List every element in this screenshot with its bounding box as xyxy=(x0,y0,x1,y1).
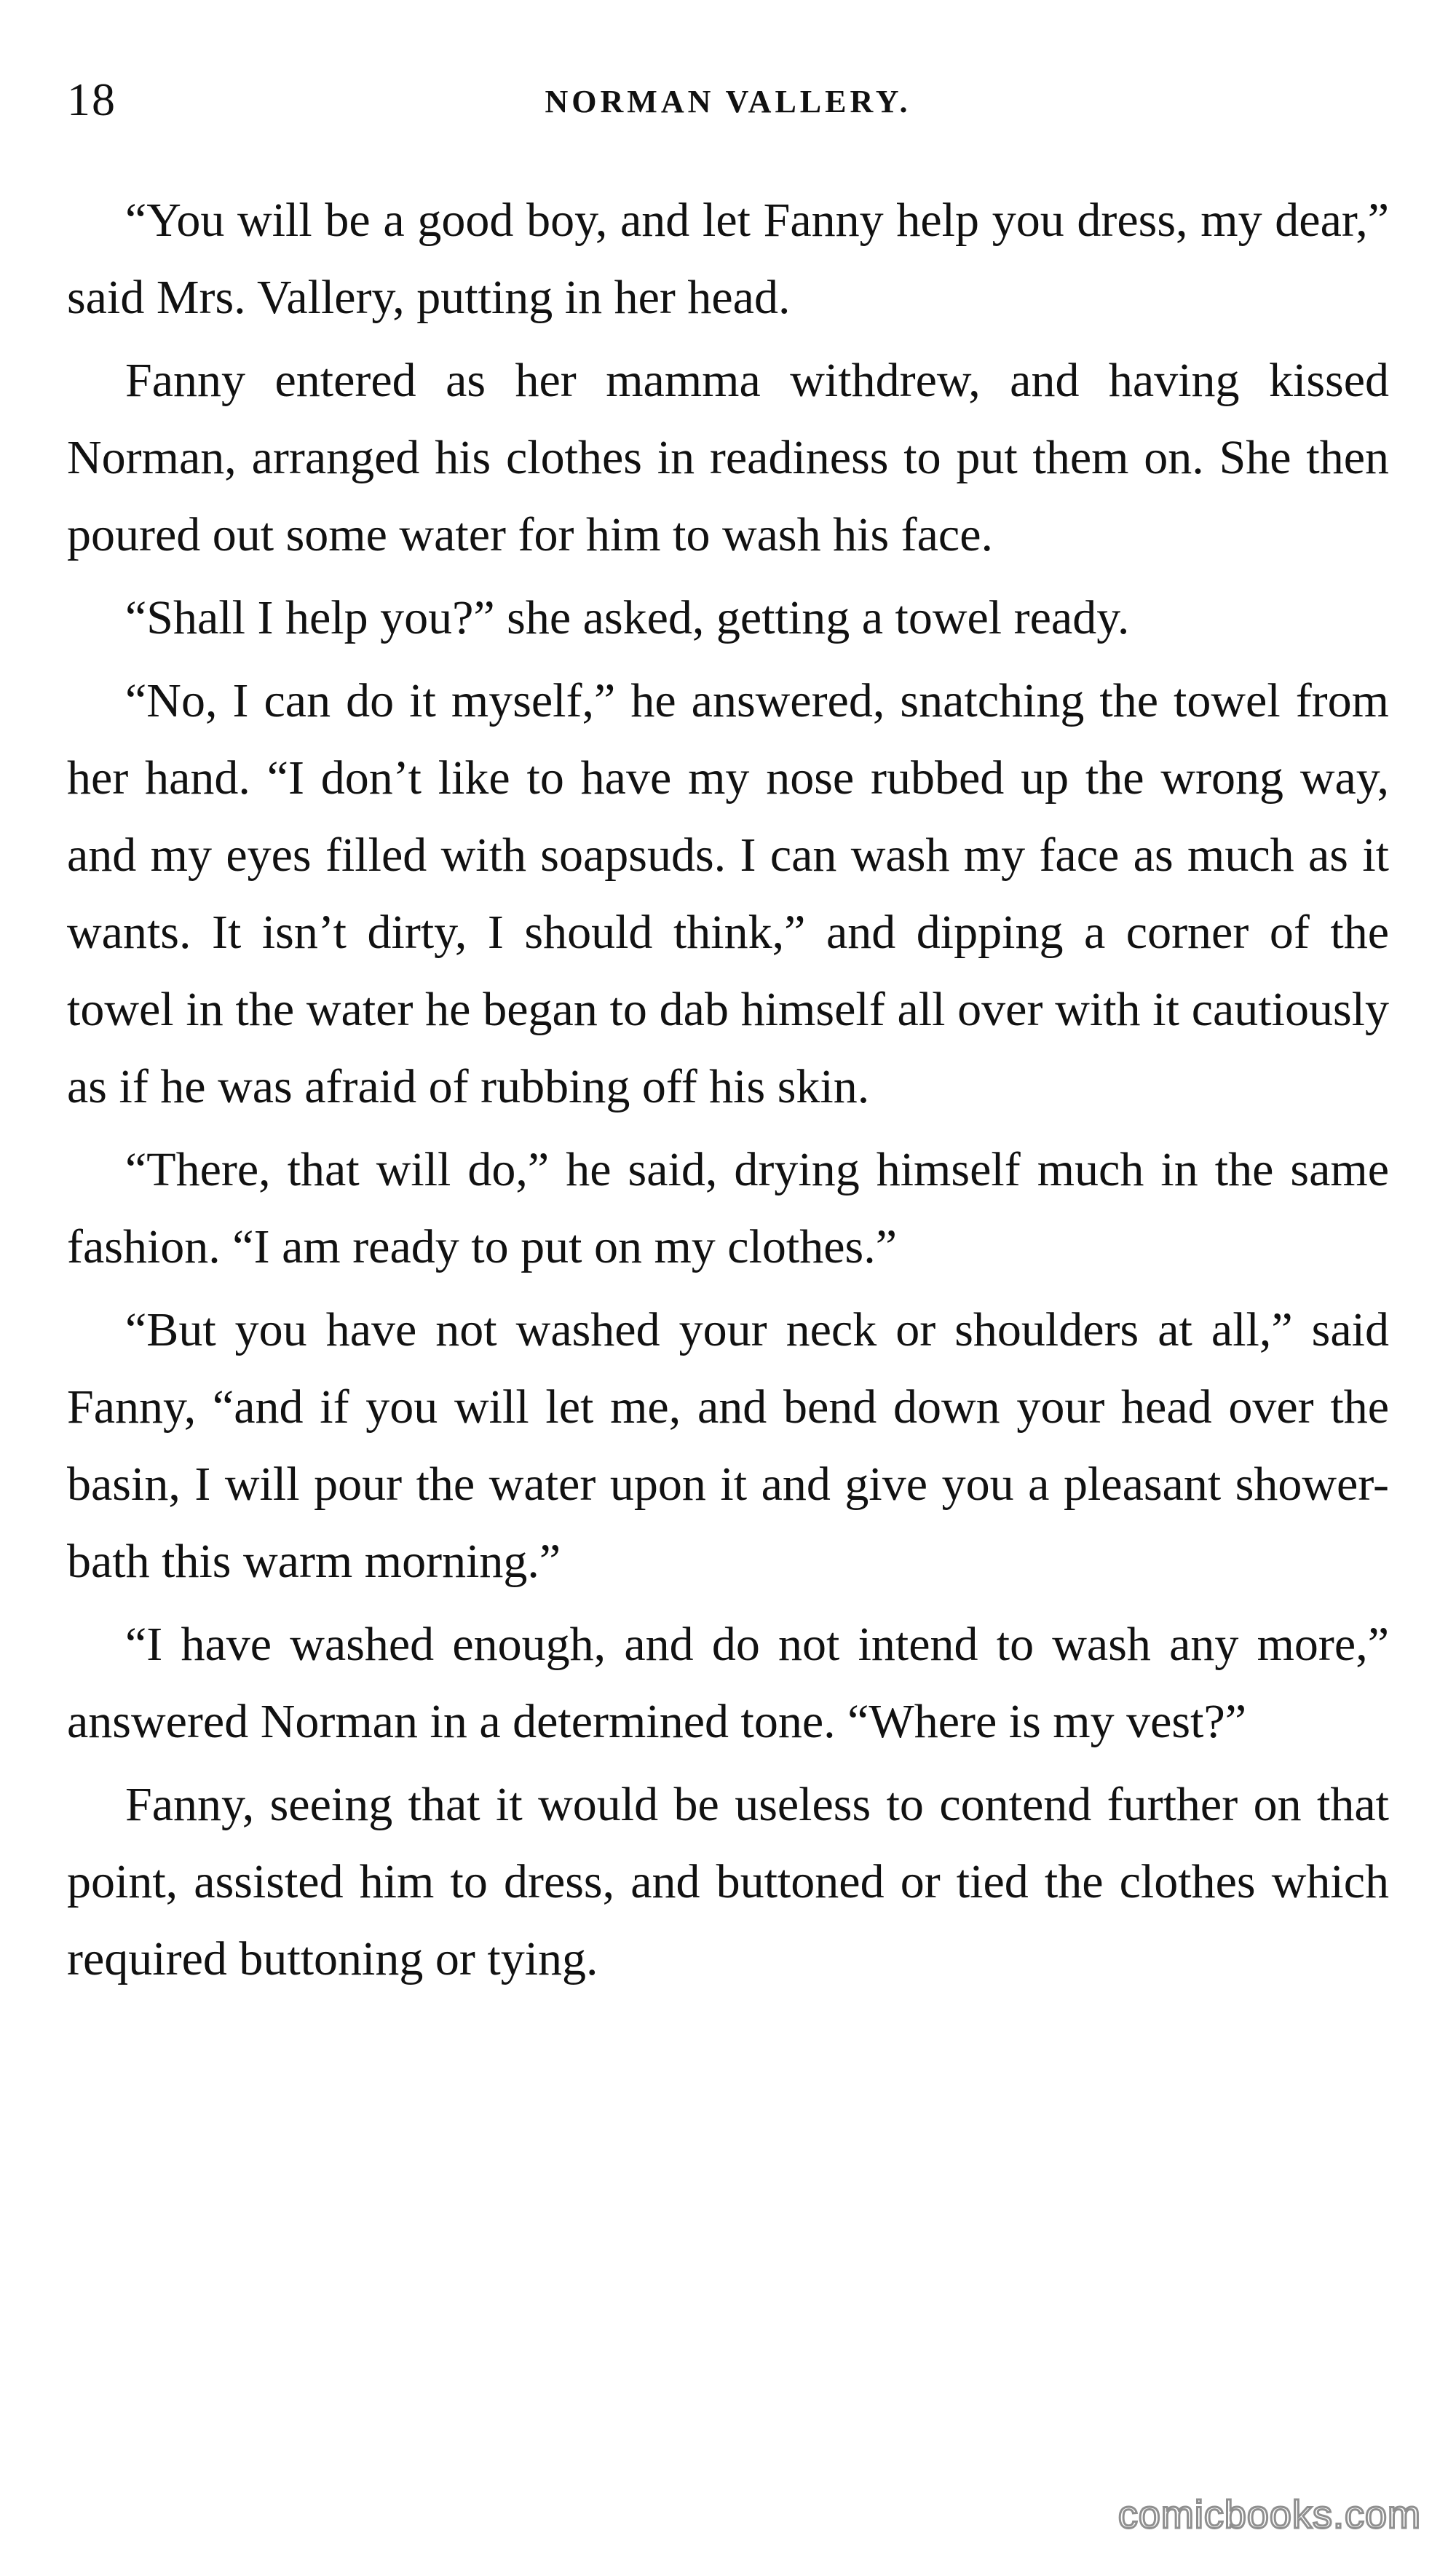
page-number: 18 xyxy=(67,74,116,125)
paragraph: “I have washed enough, and do not intend to wash any more,” answered Norman in a determined tone. “Where is my vest?” xyxy=(67,1618,1389,1748)
running-header xyxy=(67,67,1389,133)
paragraph: “You will be a good boy, and let Fanny help you dress, my dear,” said Mrs. Vallery, putting in her head. xyxy=(67,194,1389,324)
body-text xyxy=(67,182,1389,1998)
paragraph: “No, I can do it myself,” he answered, snatching the towel from her hand. “I don’t like to have my nose rubbed up the wrong way, and my eyes filled with soapsuds. I can wash my face as much as it wants. It isn’t dirty, I should think,” and dipping a corner of the towel in the water he began to dab himself all over with it cautiously as if he was afraid of rubbing off his skin. xyxy=(67,674,1389,1113)
paragraph: “There, that will do,” he said, drying himself much in the same fashion. “I am ready to put on my clothes.” xyxy=(67,1143,1389,1273)
paragraph: “Shall I help you?” she asked, getting a towel ready. xyxy=(125,591,1130,644)
paragraph: “But you have not washed your neck or shoulders at all,” said Fanny, “and if you will let me, and bend down your head over the basin, I will pour the water upon it and give you a pleasant shower-bath this warm morning.” xyxy=(67,1303,1389,1588)
paragraph: Fanny, seeing that it would be useless to contend further on that point, assisted him to dress, and buttoned or tied the clothes which required buttoning or tying. xyxy=(67,1778,1389,1985)
watermark: comicbooks.com xyxy=(1117,2493,1421,2537)
running-title: NORMAN VALLERY. xyxy=(545,84,911,119)
paragraph: Fanny entered as her mamma withdrew, and having kissed Norman, arranged his clothes in readiness to put them on. She then poured out some water for him to wash his face. xyxy=(67,354,1389,561)
